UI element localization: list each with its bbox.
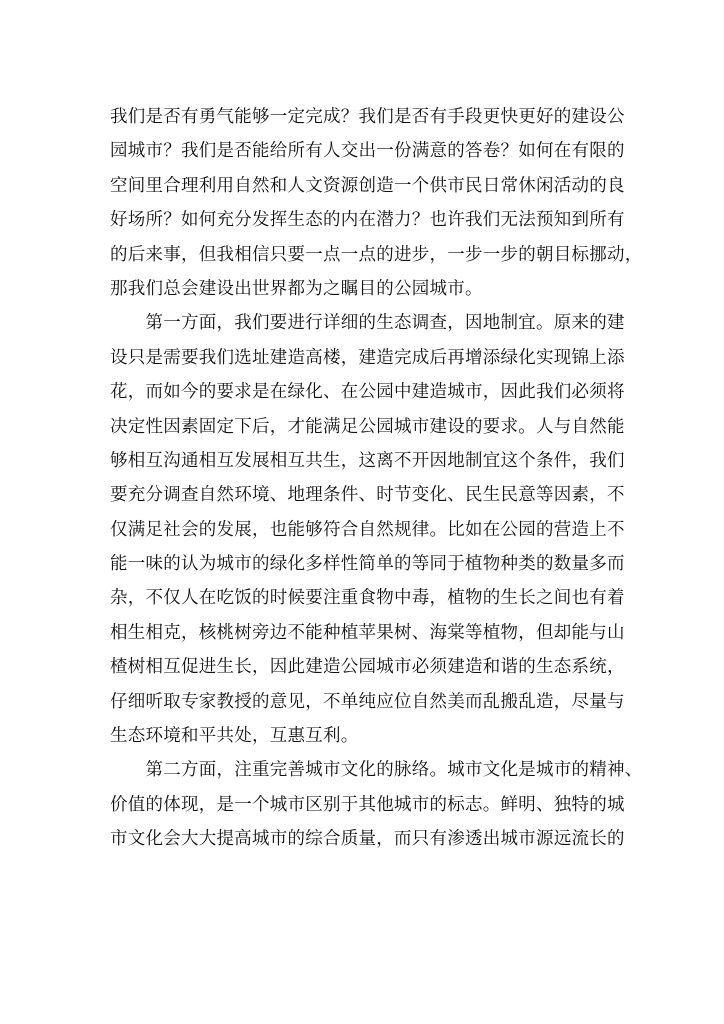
text-line: 市文化会大大提高城市的综合质量，而只有渗透出城市源远流长的: [110, 829, 625, 850]
text-line: 第二方面，注重完善城市文化的脉络。城市文化是城市的精神、: [110, 760, 643, 781]
text-line: 仔细听取专家教授的意见，不单纯应位自然美而乱搬乱造，尽量与: [110, 691, 625, 712]
text-line: 要充分调查自然环境、地理条件、时节变化、民生民意等因素，不: [110, 485, 625, 506]
text-line: 我们是否有勇气能够一定完成？我们是否有手段更快更好的建设公: [110, 107, 625, 127]
paragraph-2: [110, 306, 630, 753]
text-line: 楂树相互促进生长，因此建造公园城市必须建造和谐的生态系统，: [110, 657, 625, 678]
text-line: 够相互沟通相互发展相互共生，这离不开因地制宜这个条件，我们: [110, 450, 625, 471]
text-line: 相生相克，核桃树旁边不能种植苹果树、海棠等植物，但却能与山: [110, 622, 625, 643]
text-line: 仅满足社会的发展，也能够符合自然规律。比如在公园的营造上不: [110, 519, 625, 540]
text-line: 花，而如今的要求是在绿化、在公园中建造城市，因此我们必须将: [110, 382, 625, 403]
text-line: 生态环境和平共处，互惠互利。: [110, 726, 359, 747]
text-line: 好场所？如何充分发挥生态的内在潜力？也许我们无法预知到所有: [110, 210, 625, 231]
text-line: 空间里合理利用自然和人文资源创造一个供市民日常休闲活动的良: [110, 175, 625, 196]
text-line: 的后来事，但我相信只要一点一点的进步，一步一步的朝目标挪动，: [110, 244, 643, 265]
body-text: [110, 100, 643, 857]
text-line: 第一方面，我们要进行详细的生态调查，因地制宜。原来的建: [110, 313, 625, 334]
paragraph-1: [110, 100, 643, 306]
text-line: 价值的体现，是一个城市区别于其他城市的标志。鲜明、独特的城: [110, 794, 625, 815]
text-line: 杂，不仅人在吃饭的时候要注重食物中毒，植物的生长之间也有着: [110, 588, 625, 609]
text-line: 能一味的认为城市的绿化多样性简单的等同于植物种类的数量多而: [110, 554, 625, 575]
text-line: 决定性因素固定下后，才能满足公园城市建设的要求。人与自然能: [110, 416, 625, 437]
text-line: 设只是需要我们选址建造高楼，建造完成后再增添绿化实现锦上添: [110, 347, 625, 368]
text-line: 那我们总会建设出世界都为之瞩目的公园城市。: [110, 278, 483, 299]
text-line: 园城市？我们是否能给所有人交出一份满意的答卷？如何在有限的: [110, 141, 625, 162]
paragraph-3: [110, 753, 643, 856]
